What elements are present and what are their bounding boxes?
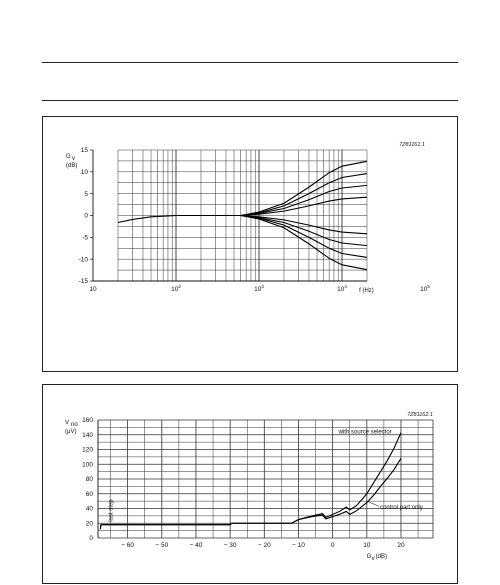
x-tick-label: − 50 bbox=[155, 542, 169, 549]
y-axis-label-subscript: v bbox=[72, 156, 75, 162]
y-tick-label: -10 bbox=[78, 256, 88, 264]
x-tick-label: − 60 bbox=[121, 542, 135, 549]
annotation-pointer bbox=[367, 501, 379, 506]
x-tick-label: − 20 bbox=[257, 542, 271, 549]
x-tick-exponent: 2 bbox=[178, 284, 181, 289]
x-axis-label: f (Hz) bbox=[359, 288, 374, 294]
x-tick-exponent: 3 bbox=[261, 284, 264, 289]
figure-code: 7Z81161.1 bbox=[399, 142, 425, 148]
y-tick-label: 0 bbox=[84, 212, 88, 220]
y-tick-label: 160 bbox=[82, 417, 93, 425]
base-curve bbox=[118, 216, 241, 223]
x-tick-label: $10^5$ bbox=[420, 284, 430, 293]
x-tick-exponent: 5 bbox=[427, 284, 430, 289]
y-axis-label: V bbox=[65, 420, 70, 426]
y-tick-label: 140 bbox=[82, 431, 93, 439]
y-tick-label: 120 bbox=[82, 446, 93, 454]
figure-code: 7Z81162.1 bbox=[407, 412, 433, 418]
x-tick-label: $10^2$ bbox=[171, 284, 181, 293]
y-tick-label: -15 bbox=[78, 278, 88, 286]
x-tick-exponent: 4 bbox=[344, 284, 347, 289]
chart-panel-gain bbox=[42, 116, 458, 372]
gain-frequency-chart bbox=[43, 117, 459, 373]
y-tick-label: 60 bbox=[85, 490, 93, 498]
upper-rule bbox=[42, 100, 458, 101]
x-tick-label: − 30 bbox=[223, 542, 237, 549]
x-tick-label: $10^4$ bbox=[337, 284, 347, 293]
y-tick-label: 20 bbox=[85, 520, 93, 528]
chart-panel-noise bbox=[42, 384, 458, 584]
y-tick-label: -5 bbox=[82, 234, 88, 242]
x-tick-label: 10 bbox=[89, 286, 97, 293]
y-axis-label-subscript: no bbox=[71, 422, 78, 428]
y-axis-unit: (μV) bbox=[65, 429, 77, 435]
x-tick-label: 0 bbox=[330, 542, 335, 549]
y-tick-label: 5 bbox=[84, 190, 88, 198]
top-rule bbox=[42, 62, 458, 63]
y-tick-label: 80 bbox=[85, 476, 93, 484]
y-tick-label: 100 bbox=[82, 461, 93, 469]
x-tick-label: − 10 bbox=[292, 542, 305, 549]
x-axis-label-subscript: v bbox=[371, 556, 375, 562]
y-tick-label: 10 bbox=[80, 169, 88, 177]
x-tick-label: 20 bbox=[397, 542, 405, 549]
y-axis-unit: (dB) bbox=[66, 163, 78, 169]
y-tick-label: 0 bbox=[89, 535, 93, 543]
x-tick-label: $10^3$ bbox=[254, 284, 264, 293]
noise-voltage-chart bbox=[43, 385, 459, 585]
x-tick-label: 10 bbox=[363, 542, 371, 549]
x-axis-unit: (dB) bbox=[375, 554, 387, 560]
noise-curve bbox=[100, 433, 401, 530]
tone-curve bbox=[241, 174, 367, 216]
y-tick-label: 40 bbox=[85, 505, 93, 513]
annotation-control-part: control part only bbox=[380, 504, 423, 511]
tone-curve bbox=[241, 216, 367, 258]
y-tick-label: 15 bbox=[80, 147, 88, 155]
x-axis-label: G bbox=[366, 554, 372, 560]
annotation-last-step: last step bbox=[108, 499, 115, 522]
y-axis-label: G bbox=[66, 154, 71, 160]
x-tick-label: − 40 bbox=[189, 542, 203, 549]
annotation-source-selector: with source selector bbox=[338, 429, 392, 436]
